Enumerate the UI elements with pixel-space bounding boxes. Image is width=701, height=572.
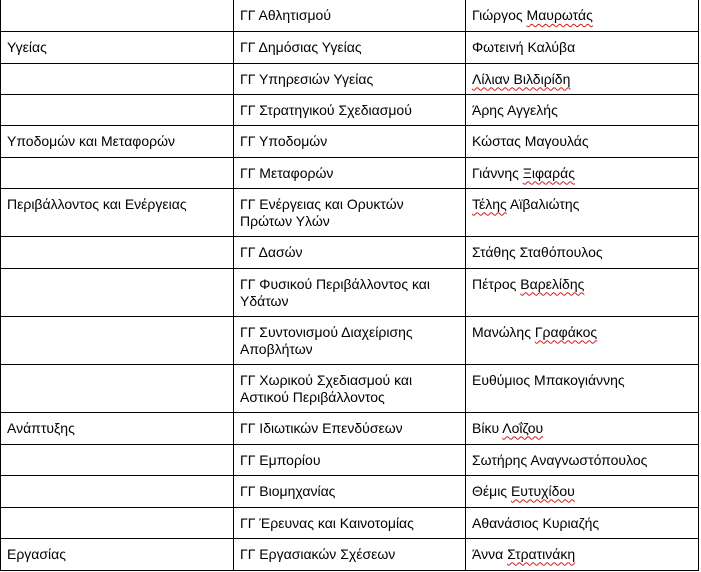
person-cell — [466, 444, 699, 475]
secretariat-cell: ΓΓ Αθλητισμού — [234, 0, 466, 31]
secretariat-cell: ΓΓ Συντονισμού Διαχείρισης Αποβλήτων — [234, 316, 466, 364]
secretariat-cell: ΓΓ Εμπορίου — [234, 444, 466, 475]
person-cell — [466, 0, 699, 31]
person-name-text: Θέμις — [472, 482, 511, 499]
person-name-text: Γιώργος — [472, 7, 527, 23]
table-row — [1, 444, 699, 475]
ministry-cell — [1, 236, 234, 268]
table-row — [1, 507, 699, 538]
secretariat-cell: ΓΓ Μεταφορών — [234, 157, 466, 188]
person-name-text: Μανώλης — [472, 323, 535, 340]
secretariat-cell: ΓΓ Υπηρεσιών Υγείας — [234, 63, 466, 94]
ministry-cell — [1, 268, 234, 316]
ministry-cell — [1, 63, 234, 94]
person-name-text: Πέτρος — [472, 275, 521, 292]
spellcheck-flagged-name: Στρατινάκη — [507, 545, 576, 562]
person-name-text: Αθανάσιος Κυριαζής — [472, 514, 600, 531]
person-cell — [466, 364, 699, 412]
table-row — [1, 316, 699, 364]
person-name-text: Στάθης Σταθόπουλος — [472, 243, 603, 260]
secretariat-cell: ΓΓ Υποδομών — [234, 125, 466, 157]
table-row — [1, 475, 699, 507]
person-cell — [466, 475, 699, 507]
spellcheck-flagged-name: Λοΐζου — [502, 419, 544, 436]
table-row — [1, 188, 699, 236]
ministry-cell — [1, 364, 234, 412]
secretariat-cell: ΓΓ Έρευνας και Καινοτομίας — [234, 507, 466, 538]
ministry-cell: Υγείας — [1, 31, 234, 63]
ministry-cell: Περιβάλλοντος και Ενέργειας — [1, 188, 234, 236]
person-name-text: Άννα — [472, 545, 508, 562]
secretariat-cell: ΓΓ Εργασιακών Σχέσεων — [234, 538, 466, 570]
table-row — [1, 268, 699, 316]
person-name-text: Σωτήρης Αναγνωστόπουλος — [472, 451, 648, 468]
person-name-text: Βίκυ — [472, 419, 503, 436]
spellcheck-flagged-name: Γραφάκος — [534, 323, 598, 340]
person-name-text: Αϊβαλιώτης — [506, 195, 580, 212]
person-cell — [466, 538, 699, 570]
person-cell — [466, 157, 699, 188]
spellcheck-flagged-name: Ευτυχίδου — [510, 482, 575, 499]
table-row — [1, 538, 699, 570]
person-cell — [466, 316, 699, 364]
spellcheck-flagged-name: Ξιφαράς — [522, 164, 575, 181]
table-row — [1, 412, 699, 444]
appointments-table-body — [1, 0, 699, 570]
person-name-text: Κώστας Μαγουλάς — [472, 132, 589, 149]
table-row — [1, 63, 699, 94]
secretariat-cell: ΓΓ Δασών — [234, 236, 466, 268]
table-row — [1, 125, 699, 157]
spellcheck-flagged-name: Μαυρωτάς — [526, 7, 593, 23]
spellcheck-flagged-name: Λίλιαν Βιλδιρίδη — [472, 70, 571, 87]
person-cell — [466, 236, 699, 268]
person-cell — [466, 31, 699, 63]
person-cell — [466, 268, 699, 316]
secretariat-cell: ΓΓ Ενέργειας και Ορυκτών Πρώτων Υλών — [234, 188, 466, 236]
person-cell — [466, 63, 699, 94]
ministry-cell — [1, 507, 234, 538]
person-name-text: Φωτεινή Καλύβα — [472, 38, 576, 55]
secretariat-cell: ΓΓ Δημόσιας Υγείας — [234, 31, 466, 63]
ministry-cell — [1, 316, 234, 364]
secretariat-cell: ΓΓ Βιομηχανίας — [234, 475, 466, 507]
spellcheck-flagged-name: Βαρελίδης — [520, 275, 585, 292]
ministry-cell — [1, 475, 234, 507]
ministry-cell: Ανάπτυξης — [1, 412, 234, 444]
ministry-cell: Εργασίας — [1, 538, 234, 570]
table-row — [1, 157, 699, 188]
ministry-cell — [1, 0, 234, 31]
secretariat-cell: ΓΓ Χωρικού Σχεδιασμού και Αστικού Περιβάλλοντος — [234, 364, 466, 412]
table-row — [1, 31, 699, 63]
person-cell — [466, 412, 699, 444]
person-cell — [466, 125, 699, 157]
table-row — [1, 236, 699, 268]
person-cell — [466, 507, 699, 538]
table-row — [1, 364, 699, 412]
table-row — [1, 0, 699, 31]
secretariat-cell: ΓΓ Στρατηγικού Σχεδιασμού — [234, 94, 466, 125]
table-row — [1, 94, 699, 125]
ministry-cell — [1, 157, 234, 188]
ministry-cell: Υποδομών και Μεταφορών — [1, 125, 234, 157]
person-cell — [466, 94, 699, 125]
person-name-text: Γιάννης — [472, 164, 523, 181]
secretariat-cell: ΓΓ Φυσικού Περιβάλλοντος και Υδάτων — [234, 268, 466, 316]
secretariat-cell: ΓΓ Ιδιωτικών Επενδύσεων — [234, 412, 466, 444]
person-name-text: Ευθύμιος Μπακογιάννης — [472, 371, 625, 388]
ministry-cell — [1, 444, 234, 475]
ministry-cell — [1, 94, 234, 125]
person-cell — [466, 188, 699, 236]
spellcheck-flagged-name: Τέλης — [472, 195, 507, 212]
person-name-text: Άρης Αγγελής — [472, 101, 558, 118]
